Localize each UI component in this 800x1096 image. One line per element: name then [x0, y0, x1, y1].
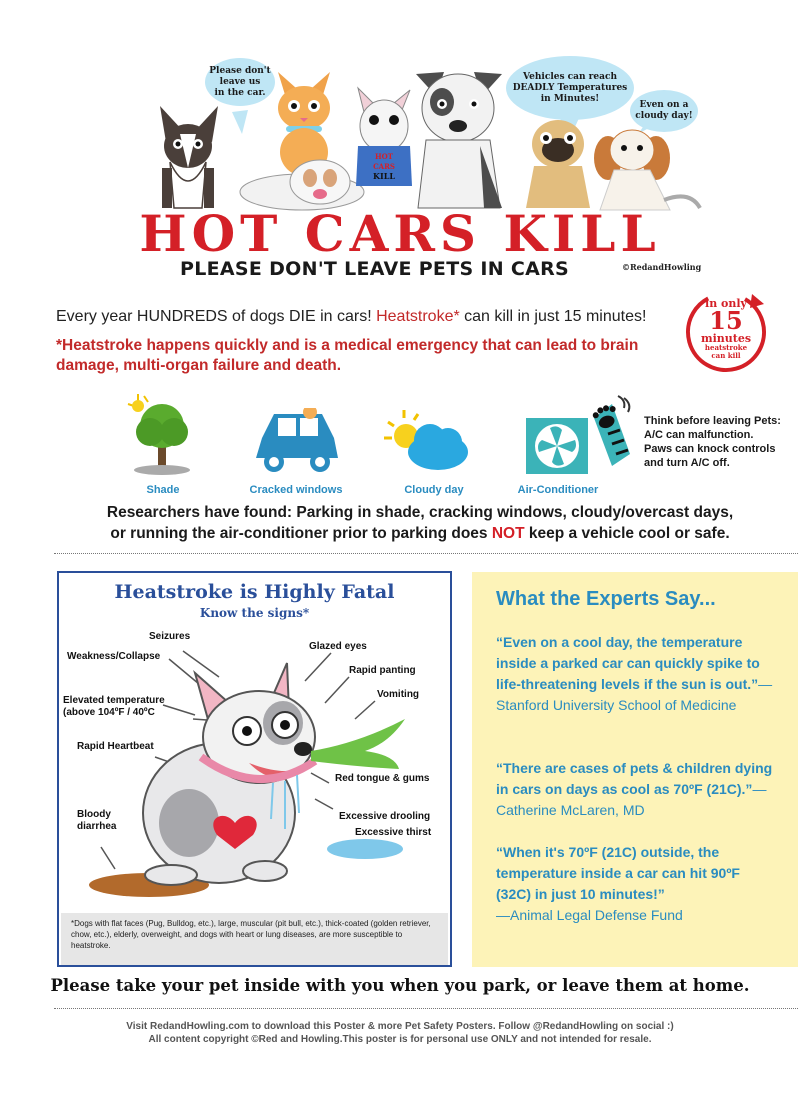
sign-elevated-temp-2: (above 104ºF / 40ºC — [63, 707, 155, 718]
sign-thirst: Excessive thirst — [355, 827, 432, 838]
sign-rapid-panting: Rapid panting — [349, 665, 416, 676]
sign-rapid-heartbeat: Rapid Heartbeat — [77, 741, 154, 752]
expert-quote-aldf — [496, 842, 776, 926]
paw-icon — [590, 394, 638, 474]
research-line-2b: keep a vehicle cool or safe. — [524, 525, 730, 542]
quote-1-text: “Even on a cool day, the temperature inside a parked car can quickly spike to life-threatening levels if the sun is out.” — [496, 634, 760, 692]
quote-3-source: —Animal Legal Defense Fund — [496, 907, 683, 923]
speech-bubble-small — [630, 90, 698, 132]
bubble-left-line-3: in the car. — [214, 87, 266, 98]
poster-title: HOT CARS KILL — [139, 204, 661, 263]
bubble-left-line-2: leave us — [219, 76, 261, 87]
badge-line-1: in only — [705, 297, 747, 310]
quote-2-text: “There are cases of pets & children dying in cars on days as cool as 70ºF (21C).” — [496, 760, 773, 797]
shirt-text-hot: HOT — [375, 152, 393, 161]
sign-weakness: Weakness/Collapse — [67, 651, 161, 662]
badge-line-3: heatstroke — [704, 343, 748, 352]
shirt-text-kill: KILL — [373, 171, 395, 181]
quote-2-source: —Catherine McLaren, MD — [496, 781, 767, 818]
bubble-small-line-1: Even on a — [639, 100, 689, 110]
quote-1-source: —Stanford University School of Medicine — [496, 676, 773, 713]
label-air-conditioner: Air-Conditioner — [517, 484, 599, 496]
small-copyright: ©RedandHowling — [622, 262, 702, 272]
research-line-2a: or running the air-conditioner prior to parking does — [110, 525, 492, 542]
sign-elevated-temp-1: Elevated temperature — [63, 695, 165, 706]
timer-badge-text — [682, 298, 770, 360]
bubble-right-line-1: Vehicles can reach — [523, 71, 617, 82]
heatstroke-panel-subtitle: Know the signs* — [199, 606, 310, 620]
car-icon — [252, 408, 342, 478]
sign-bloody-diarrhea — [77, 809, 116, 833]
badge-line-2: minutes — [700, 332, 752, 345]
badge-line-4: can kill — [711, 351, 741, 360]
quote-3-text: “When it's 70ºF (21C) outside, the temperature inside a car can hit 90ºF (32C) in just 10 minutes!” — [496, 844, 740, 902]
heatstroke-signs-panel — [57, 571, 452, 967]
badge-number: 15 — [709, 306, 743, 335]
research-not: NOT — [491, 525, 525, 542]
speech-bubble-right — [506, 56, 634, 120]
intro-highlight: Heatstroke* — [376, 308, 460, 325]
think-before-leaving-note — [644, 414, 800, 470]
think-line-1: Think before leaving Pets: — [644, 415, 781, 427]
pug-dog — [526, 120, 590, 208]
intro-part-1: Every year HUNDREDS of dogs DIE in cars! — [56, 308, 377, 325]
bubble-right-line-3: in Minutes! — [540, 93, 600, 104]
sign-red-tongue: Red tongue & gums — [335, 773, 430, 784]
susceptibility-footnote: *Dogs with flat faces (Pug, Bulldog, etc.), large, muscular (pit bull, etc.), thick-coated (golden retriever, chow, etc.), elderly, overweight, and dogs with heart or lung diseases, are more susceptible to heatstroke. — [61, 913, 448, 965]
experts-panel — [472, 572, 798, 967]
sign-bloody-1: Bloody — [77, 809, 111, 820]
sign-seizures: Seizures — [149, 631, 191, 642]
call-to-action: Please take your pet inside with you when you park, or leave them at home. — [50, 976, 750, 995]
divider-bottom — [54, 1008, 798, 1009]
speech-bubble-left — [205, 58, 275, 106]
cloudy-sun-icon — [382, 408, 472, 474]
research-line-2 — [40, 523, 800, 544]
research-line-1: Researchers have found: Parking in shade, cracking windows, cloudy/overcast days, — [106, 504, 734, 521]
heatstroke-panel-title: Heatstroke is Highly Fatal — [114, 581, 395, 603]
bull-terrier-dog — [356, 88, 412, 186]
footer-line-1: Visit RedandHowling.com to download this Poster & more Pet Safety Posters. Follow @RedandHowling on social :) — [126, 1021, 674, 1032]
cavalier-spaniel-dog — [594, 130, 700, 210]
intro-part-2: can kill in just 15 minutes! — [459, 308, 647, 325]
think-line-2: A/C can malfunction. — [644, 429, 754, 441]
sign-bloody-2: diarrhea — [77, 821, 117, 832]
boston-terrier-dog — [160, 106, 218, 208]
expert-quote-mclaren — [496, 758, 776, 821]
bulldog-lying — [240, 160, 364, 210]
expert-quote-stanford — [496, 632, 776, 716]
bubble-left-line-1: Please don't — [209, 65, 271, 76]
label-cracked-windows: Cracked windows — [249, 484, 343, 496]
poster-subtitle: PLEASE DON'T LEAVE PETS IN CARS — [180, 258, 570, 280]
heatstroke-warning: *Heatstroke happens quickly and is a medical emergency that can lead to brain damage, multi-organ failure and death. — [56, 337, 639, 374]
bubble-right-line-2: DEADLY Temperatures — [512, 82, 628, 93]
tree-icon — [124, 390, 200, 478]
bubble-small-line-2: cloudy day! — [635, 111, 693, 121]
experts-title: What the Experts Say... — [496, 588, 716, 610]
research-statement — [40, 502, 800, 544]
air-conditioner-icon — [526, 418, 588, 474]
pitbull-dog — [416, 72, 502, 208]
sign-vomiting: Vomiting — [377, 689, 420, 700]
divider-top — [54, 553, 798, 554]
sign-drooling: Excessive drooling — [339, 811, 431, 822]
sign-glazed-eyes: Glazed eyes — [309, 641, 367, 652]
think-line-3: Paws can knock controls — [644, 443, 776, 455]
footer-line-2: All content copyright ©Red and Howling.This poster is for personal use ONLY and not intended for resale. — [148, 1034, 652, 1045]
think-line-4: and turn A/C off. — [644, 457, 730, 469]
label-cloudy-day: Cloudy day — [404, 484, 464, 496]
shirt-text-cars: CARS — [373, 162, 395, 171]
intro-line — [56, 308, 646, 326]
label-shade: Shade — [146, 484, 180, 496]
sign-elevated-temp — [63, 695, 165, 719]
